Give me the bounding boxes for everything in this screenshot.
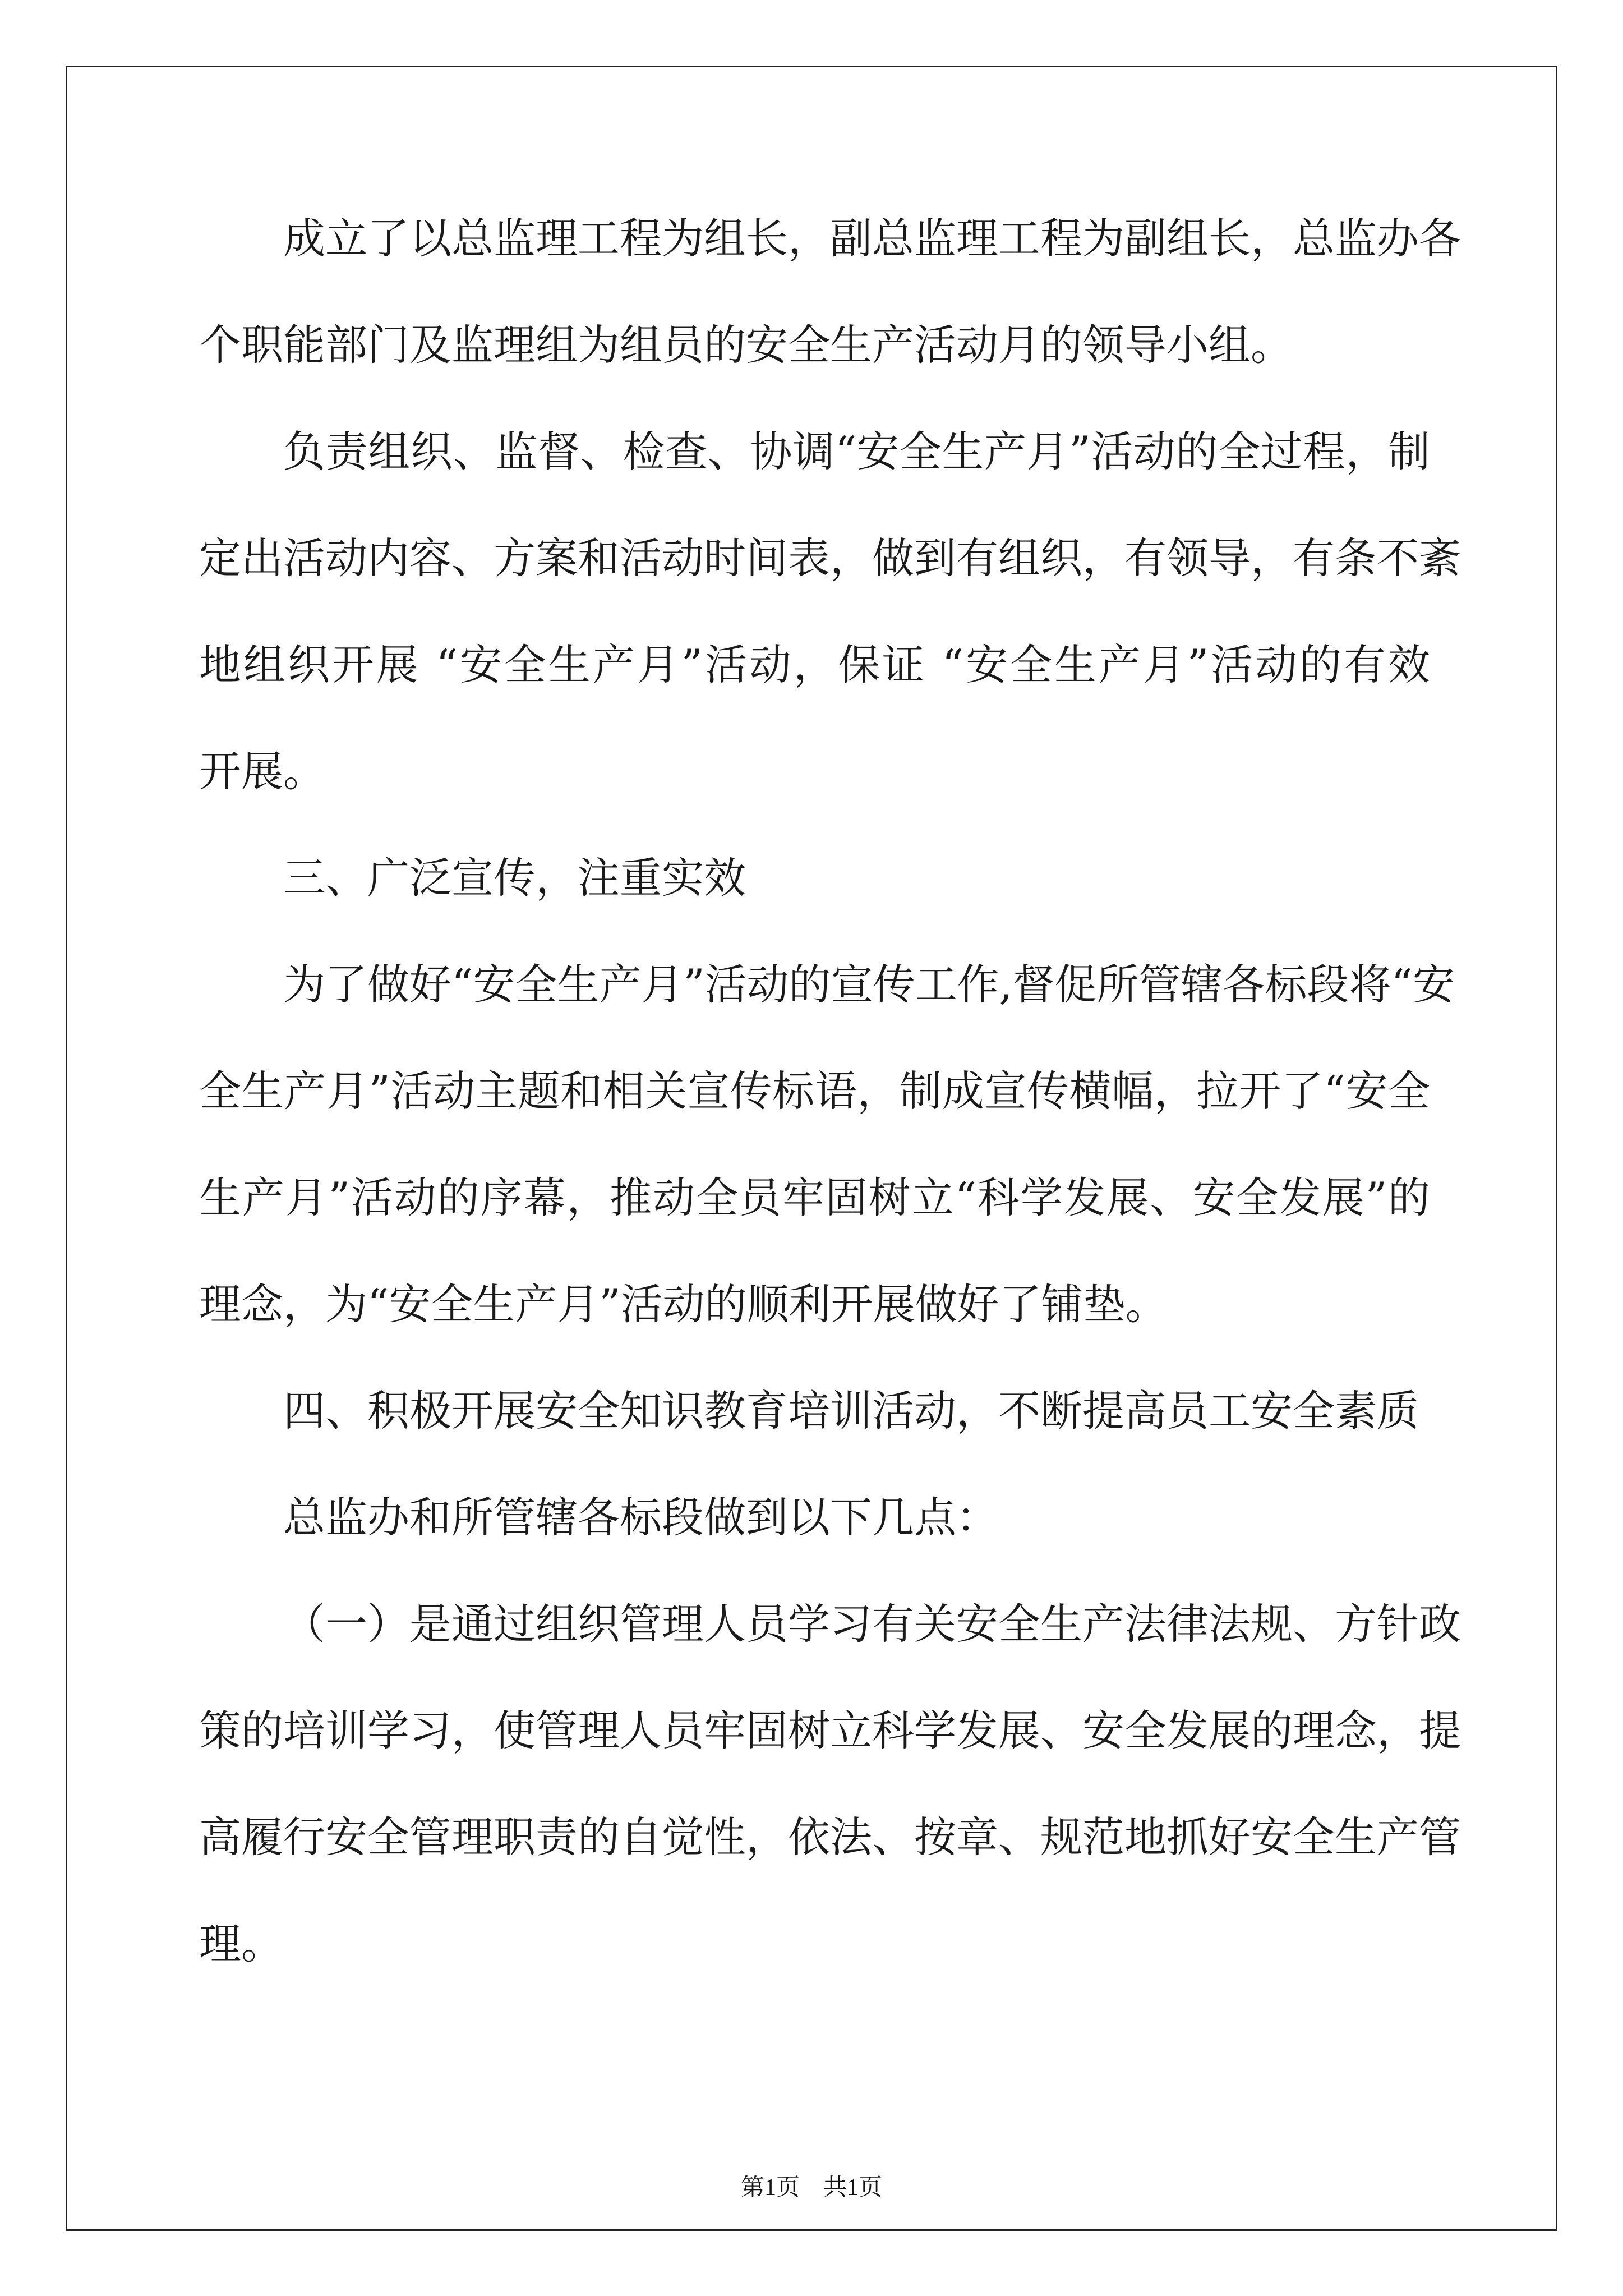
paragraph-4-line-1: 总监办和所管辖各标段做到以下几点： <box>283 1493 999 1542</box>
paragraph-5-line-4: 理。 <box>199 1919 284 1968</box>
paragraph-2-line-1: 负责组织、监督、检查、协调“安全生产月”活动的全过程，制 <box>283 427 1430 476</box>
page-border <box>66 66 1557 2231</box>
paragraph-2-line-3: 地组织开展 “安全生产月”活动，保证 “安全生产月”活动的有效 <box>199 640 1430 689</box>
section-heading-3: 三、广泛宣传，注重实效 <box>283 853 746 903</box>
page-number-footer: 第1页 共1页 <box>740 2175 882 2201</box>
paragraph-3-line-3: 生产月”活动的序幕，推动全员牢固树立“科学发展、安全发展”的 <box>199 1173 1430 1222</box>
paragraph-3-line-1: 为了做好“安全生产月”活动的宣传工作,督促所管辖各标段将“安 <box>283 960 1455 1009</box>
paragraph-2-line-4: 开展。 <box>199 747 326 796</box>
paragraph-3-line-2: 全生产月”活动主题和相关宣传标语，制成宣传横幅，拉开了“安全 <box>199 1066 1430 1116</box>
paragraph-1-line-1: 成立了以总监理工程为组长，副总监理工程为副组长，总监办各 <box>283 214 1461 263</box>
paragraph-3-line-4: 理念，为“安全生产月”活动的顺利开展做好了铺垫。 <box>199 1280 1168 1329</box>
paragraph-1-line-2: 个职能部门及监理组为组员的安全生产活动月的领导小组。 <box>199 320 1293 370</box>
paragraph-2-line-2: 定出活动内容、方案和活动时间表，做到有组织，有领导，有条不紊 <box>199 533 1461 583</box>
paragraph-5-line-2: 策的培训学习，使管理人员牢固树立科学发展、安全发展的理念，提 <box>199 1706 1461 1755</box>
section-heading-4: 四、积极开展安全知识教育培训活动，不断提高员工安全素质 <box>283 1386 1419 1435</box>
paragraph-5-line-1: （一）是通过组织管理人员学习有关安全生产法律法规、方针政 <box>283 1599 1461 1649</box>
paragraph-5-line-3: 高履行安全管理职责的自觉性，依法、按章、规范地抓好安全生产管 <box>199 1812 1461 1862</box>
